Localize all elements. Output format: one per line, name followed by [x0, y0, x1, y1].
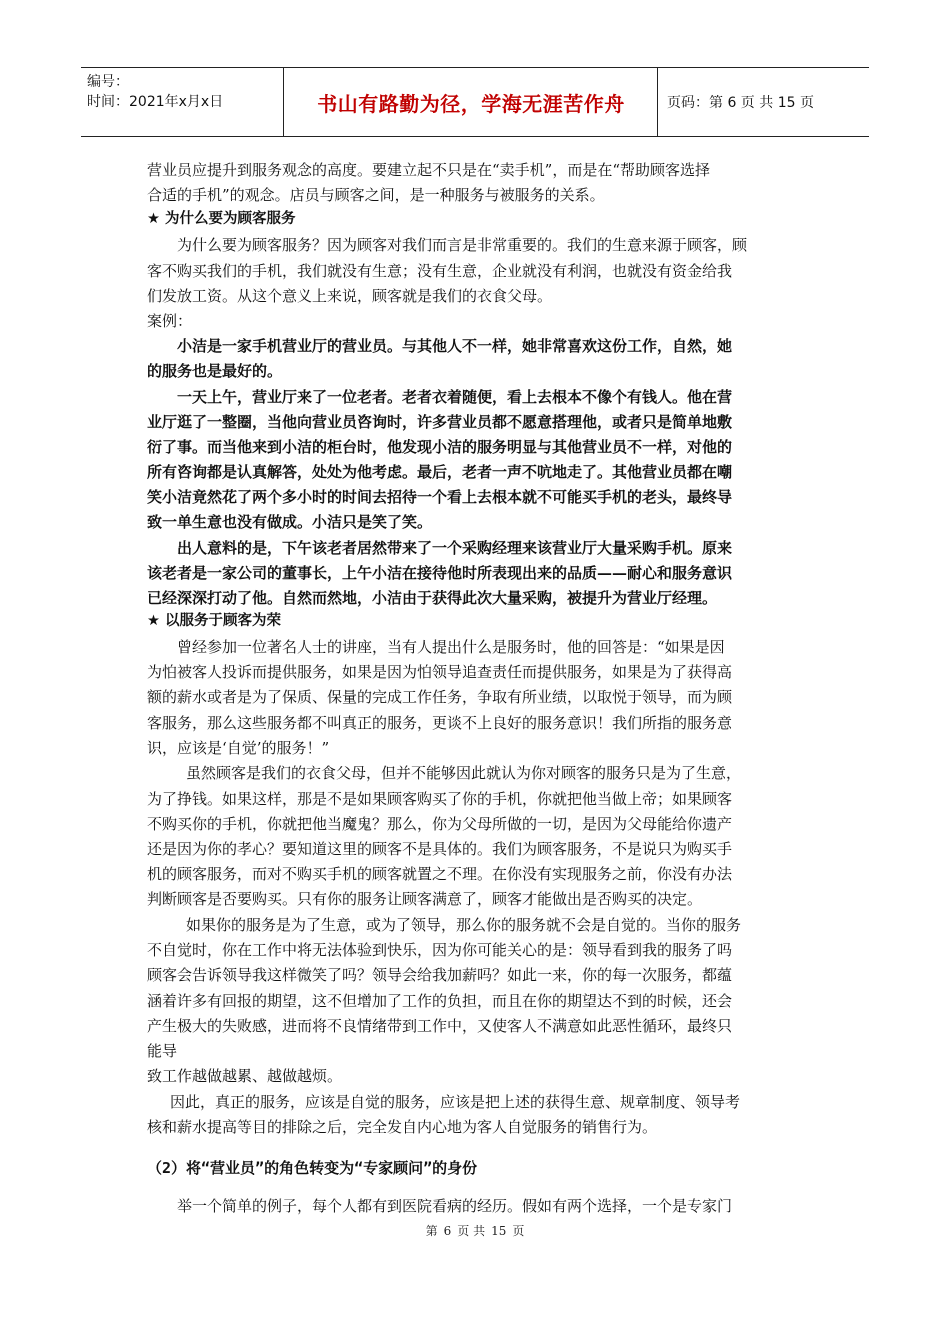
body-text-line: 判断顾客是否要购买。只有你的服务让顾客满意了，顾客才能做出是否购买的决定。 [147, 890, 703, 908]
body-text-line: 合适的手机”的观念。店员与顾客之间，是一种服务与被服务的关系。 [147, 186, 605, 204]
body-text-line: 致工作越做越累、越做越烦。 [147, 1067, 343, 1085]
body-text-line: 们发放工资。从这个意义上来说，顾客就是我们的衣食父母。 [147, 287, 553, 305]
case-text-line: 致一单生意也没有做成。小洁只是笑了笑。 [147, 513, 433, 531]
body-text-line: 客不购买我们的手机，我们就没有生意；没有生意，企业就没有利润，也就没有资金给我 [147, 262, 733, 280]
subsection-heading: （2）将“营业员”的角色转变为“专家顾问”的身份 [147, 1159, 478, 1177]
case-text-line: 该老者是一家公司的董事长，上午小洁在接待他时所表现出来的品质——耐心和服务意识 [147, 564, 733, 582]
footer-total-pages: 15 [491, 1224, 507, 1238]
page-footer [0, 1222, 950, 1239]
body-text-line: 额的薪水或者是为了保质、保量的完成工作任务，争取有所业绩，以取悦于领导，而为顾 [147, 688, 733, 706]
body-text-line: 还是因为你的孝心？要知道这里的顾客不是具体的。我们为顾客服务，不是说只为购买手 [147, 840, 733, 858]
footer-prefix: 第 [425, 1224, 438, 1238]
body-text-line: 为什么要为顾客服务？因为顾客对我们而言是非常重要的。我们的生意来源于顾客，顾 [177, 236, 748, 254]
footer-middle: 页 共 [457, 1224, 486, 1238]
case-text-line: 一天上午，营业厅来了一位老者。老者衣着随便，看上去根本不像个有钱人。他在营 [177, 388, 733, 406]
header-page-number: 页码：第 6 页 共 15 页 [667, 95, 814, 111]
case-text-line: 所有咨询都是认真解答，处处为他考虑。最后，老者一声不吭地走了。其他营业员都在嘲 [147, 463, 733, 481]
body-text-line: 涵着许多有回报的期望，这不但增加了工作的负担，而且在你的期望达不到的时候，还会 [147, 992, 733, 1010]
body-text-line: 客服务，那么这些服务都不叫真正的服务，更谈不上良好的服务意识！我们所指的服务意 [147, 714, 733, 732]
body-text-line: 识，应该是‘自觉’的服务！” [147, 739, 330, 757]
header-motto: 书山有路勤为径，学海无涯苦作舟 [317, 92, 625, 116]
footer-current-page: 6 [443, 1224, 452, 1238]
body-text-line: 产生极大的失败感，进而将不良情绪带到工作中，又使客人不满意如此恶性循环，最终只 [147, 1017, 733, 1035]
body-text-line: 虽然顾客是我们的衣食父母，但并不能够因此就认为你对顾客的服务只是为了生意， [186, 764, 742, 782]
body-text-line: 机的顾客服务，而对不购买手机的顾客就置之不理。在你没有实现服务之前，你没有办法 [147, 865, 733, 883]
case-text-line: 出人意料的是，下午该老者居然带来了一个采购经理来该营业厅大量采购手机。原来 [177, 539, 733, 557]
body-text-line: 举一个简单的例子，每个人都有到医院看病的经历。假如有两个选择，一个是专家门 [177, 1197, 733, 1215]
body-text-line: 为怕被客人投诉而提供服务，如果是因为怕领导追查责任而提供服务，如果是为了获得高 [147, 663, 733, 681]
body-text-line: 为了挣钱。如果这样，那是不是如果顾客购买了你的手机，你就把他当做上帝；如果顾客 [147, 790, 733, 808]
footer-suffix: 页 [512, 1224, 525, 1238]
page-header [81, 67, 869, 137]
document-time-label: 时间：2021年x月x日 [87, 94, 224, 110]
body-text-line: 因此，真正的服务，应该是自觉的服务，应该是把上述的获得生意、规章制度、领导考 [170, 1093, 741, 1111]
case-text-line: 小洁是一家手机营业厅的营业员。与其他人不一样，她非常喜欢这份工作，自然，她 [177, 337, 733, 355]
body-text-line: 核和薪水提高等目的排除之后，完全发自内心地为客人自觉服务的销售行为。 [147, 1118, 658, 1136]
header-divider [283, 68, 284, 136]
case-text-line: 已经深深打动了他。自然而然地，小洁由于获得此次大量采购，被提升为营业厅经理。 [147, 589, 718, 607]
case-text-line: 衍了事。而当他来到小洁的柜台时，他发现小洁的服务明显与其他营业员不一样，对他的 [147, 438, 733, 456]
header-divider [657, 68, 658, 136]
body-text-line: 顾客会告诉领导我这样微笑了吗？领导会给我加薪吗？如此一来，你的每一次服务，都蕴 [147, 966, 733, 984]
case-text-line: 笑小洁竟然花了两个多小时的时间去招待一个看上去根本就不可能买手机的老头，最终导 [147, 488, 733, 506]
body-text-line: 曾经参加一位著名人士的讲座，当有人提出什么是服务时，他的回答是：“如果是因 [177, 638, 725, 656]
case-text-line: 业厅逛了一整圈，当他向营业员咨询时，许多营业员都不愿意搭理他，或者只是简单地敷 [147, 413, 733, 431]
body-text-line: 能导 [147, 1042, 178, 1060]
body-text-line: 营业员应提升到服务观念的高度。要建立起不只是在“卖手机”，而是在“帮助顾客选择 [147, 161, 711, 179]
body-text-line: 不自觉时，你在工作中将无法体验到快乐，因为你可能关心的是：领导看到我的服务了吗 [147, 941, 733, 959]
document-number-label: 编号： [87, 74, 129, 90]
body-text-line: 不购买你的手机，你就把他当魔鬼？那么，你为父母所做的一切，是因为父母能给你遗产 [147, 815, 733, 833]
section-heading: ★ 以服务于顾客为荣 [147, 613, 282, 629]
case-label: 案例： [147, 312, 193, 330]
header-info [87, 72, 223, 112]
body-text-line: 如果你的服务是为了生意，或为了领导，那么你的服务就不会是自觉的。当你的服务 [186, 916, 742, 934]
case-text-line: 的服务也是最好的。 [147, 362, 283, 380]
section-heading: ★ 为什么要为顾客服务 [147, 211, 296, 227]
